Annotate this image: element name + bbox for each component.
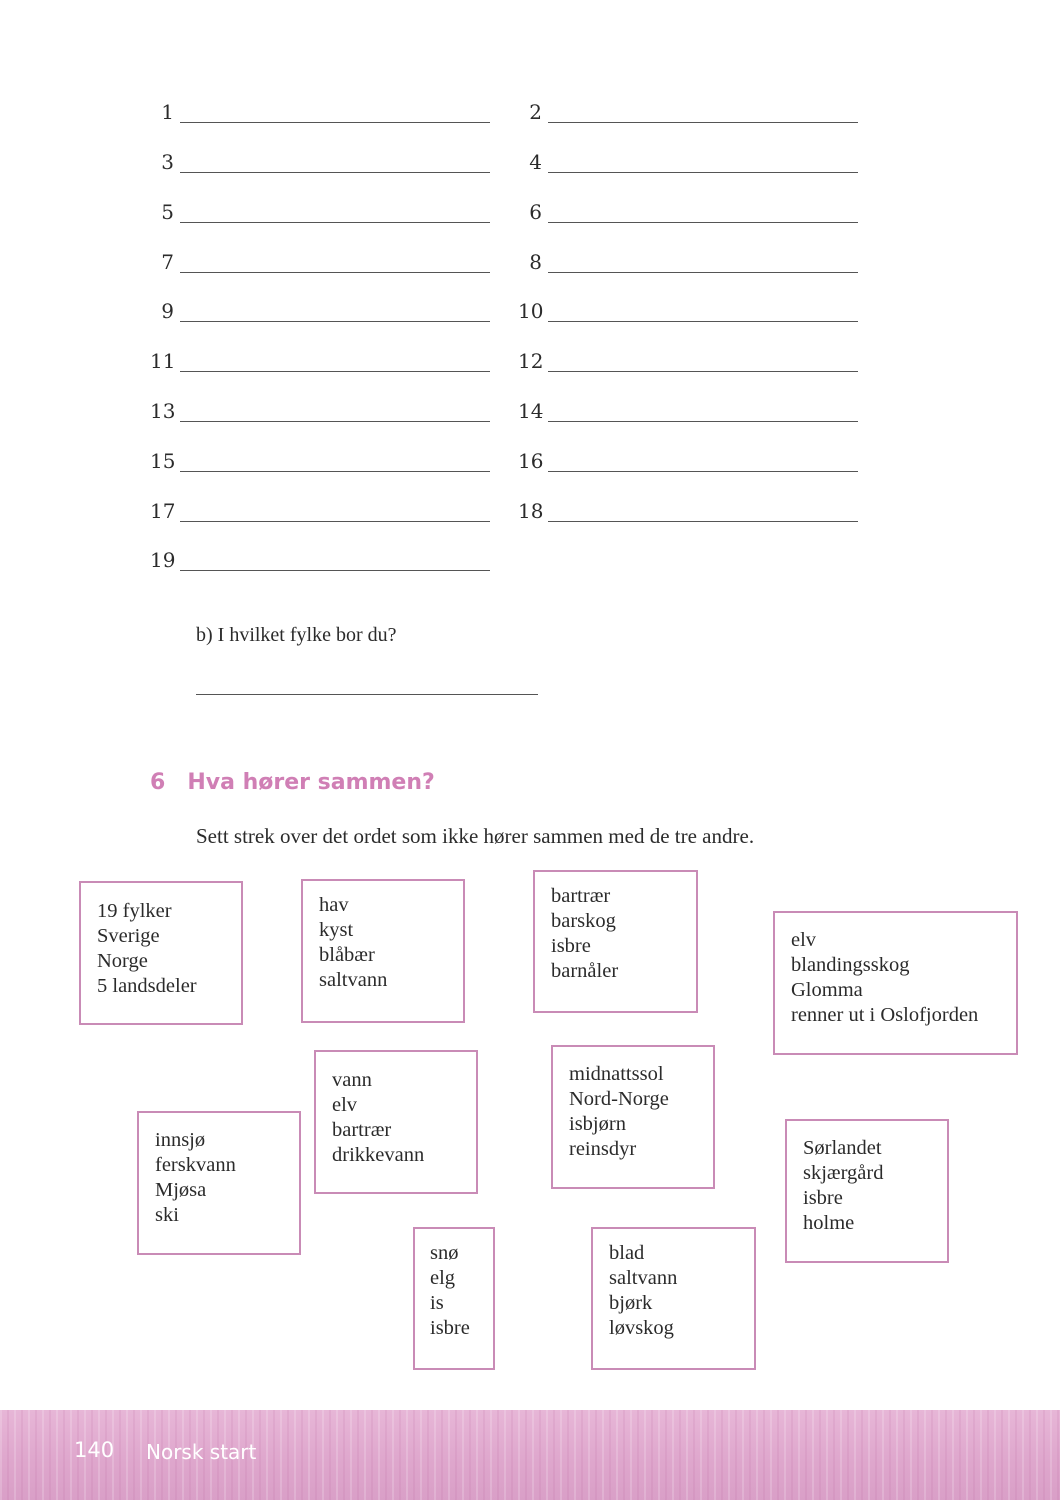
word[interactable]: bartrær — [551, 885, 611, 907]
word[interactable]: Sverige — [97, 925, 160, 947]
instruction: Sett strek over det ordet som ikke hører sammen med de tre andre. — [196, 824, 755, 848]
word[interactable]: innsjø — [155, 1129, 206, 1151]
answer-line-1[interactable] — [150, 101, 490, 123]
word[interactable]: barskog — [551, 910, 616, 932]
line-number: 5 — [161, 200, 174, 224]
word[interactable]: 19 fylker — [97, 900, 172, 922]
word[interactable]: Glomma — [791, 979, 863, 1001]
answer-line-11[interactable] — [150, 350, 490, 372]
write-line[interactable] — [548, 503, 858, 522]
section-number: 6 — [150, 770, 166, 795]
word[interactable]: isbjørn — [569, 1113, 626, 1135]
line-number: 19 — [150, 548, 176, 572]
line-number: 16 — [518, 449, 544, 473]
line-number: 13 — [150, 399, 176, 423]
word[interactable]: elv — [332, 1094, 358, 1116]
line-number: 8 — [529, 250, 542, 274]
write-line[interactable] — [548, 453, 858, 472]
section-heading — [150, 770, 435, 795]
question-b-answer-line[interactable] — [196, 694, 538, 695]
footer-band — [0, 1410, 1060, 1500]
page-number: 140 — [74, 1438, 115, 1462]
word[interactable]: Sørlandet — [803, 1137, 882, 1159]
write-line[interactable] — [180, 403, 490, 422]
word[interactable]: midnattssol — [569, 1063, 664, 1085]
answer-line-18[interactable] — [518, 500, 858, 522]
word-box-8 — [785, 1119, 949, 1263]
word[interactable]: vann — [332, 1069, 372, 1091]
section-title: Hva hører sammen? — [187, 770, 435, 795]
word[interactable]: is — [430, 1292, 444, 1314]
line-number: 15 — [150, 449, 176, 473]
word-box-3 — [533, 870, 698, 1013]
word[interactable]: blandingsskog — [791, 954, 910, 976]
word[interactable]: skjærgård — [803, 1162, 884, 1184]
line-number: 3 — [161, 150, 174, 174]
answer-line-14[interactable] — [518, 400, 858, 422]
write-line[interactable] — [180, 353, 490, 372]
write-line[interactable] — [180, 552, 490, 571]
word[interactable]: elv — [791, 929, 817, 951]
answer-line-9[interactable] — [150, 300, 490, 322]
write-line[interactable] — [180, 503, 490, 522]
word[interactable]: isbre — [551, 935, 591, 957]
word-box-10 — [591, 1227, 756, 1370]
word-box-5 — [314, 1050, 478, 1194]
answer-line-13[interactable] — [150, 400, 490, 422]
book-title: Norsk start — [146, 1440, 257, 1464]
write-line[interactable] — [548, 403, 858, 422]
word[interactable]: 5 landsdeler — [97, 975, 197, 997]
answer-line-15[interactable] — [150, 450, 490, 472]
word[interactable]: snø — [430, 1242, 459, 1264]
answer-line-4[interactable] — [518, 151, 858, 173]
word[interactable]: hav — [319, 894, 349, 916]
answer-line-2[interactable] — [518, 101, 858, 123]
write-line[interactable] — [180, 104, 490, 123]
answer-line-17[interactable] — [150, 500, 490, 522]
write-line[interactable] — [548, 154, 858, 173]
word[interactable]: blåbær — [319, 944, 375, 966]
answer-line-19[interactable] — [150, 549, 490, 571]
line-number: 6 — [529, 200, 542, 224]
line-number: 17 — [150, 499, 176, 523]
word-box-1 — [79, 881, 243, 1025]
word[interactable]: drikkevann — [332, 1144, 425, 1166]
word[interactable]: holme — [803, 1212, 855, 1234]
word[interactable]: bartrær — [332, 1119, 392, 1141]
word-box-9 — [413, 1227, 495, 1370]
word[interactable]: Norge — [97, 950, 148, 972]
word-box-6 — [551, 1045, 715, 1189]
line-number: 1 — [161, 100, 174, 124]
word[interactable]: reinsdyr — [569, 1138, 637, 1160]
answer-line-8[interactable] — [518, 251, 858, 273]
write-line[interactable] — [180, 303, 490, 322]
write-line[interactable] — [180, 204, 490, 223]
write-line[interactable] — [548, 254, 858, 273]
word[interactable]: renner ut i Oslofjorden — [791, 1004, 979, 1026]
answer-line-10[interactable] — [518, 300, 858, 322]
word-box-2 — [301, 879, 465, 1023]
answer-line-3[interactable] — [150, 151, 490, 173]
line-number: 11 — [150, 349, 176, 373]
line-number: 12 — [518, 349, 544, 373]
word[interactable]: isbre — [430, 1317, 470, 1339]
word-box-7 — [137, 1111, 301, 1255]
word-box-4 — [773, 911, 1018, 1055]
word[interactable]: Mjøsa — [155, 1179, 207, 1201]
question-b: b) I hvilket fylke bor du? — [196, 624, 397, 646]
line-number: 4 — [529, 150, 542, 174]
word[interactable]: løvskog — [609, 1317, 674, 1339]
line-number: 14 — [518, 399, 544, 423]
word[interactable]: isbre — [803, 1187, 843, 1209]
write-line[interactable] — [180, 254, 490, 273]
line-number: 10 — [518, 299, 544, 323]
answer-line-12[interactable] — [518, 350, 858, 372]
word[interactable]: ferskvann — [155, 1154, 236, 1176]
word[interactable]: bjørk — [609, 1292, 653, 1314]
word[interactable]: blad — [609, 1242, 645, 1264]
write-line[interactable] — [548, 204, 858, 223]
answer-line-5[interactable] — [150, 201, 490, 223]
word[interactable]: saltvann — [609, 1267, 678, 1289]
answer-line-6[interactable] — [518, 201, 858, 223]
write-line[interactable] — [548, 303, 858, 322]
line-number: 9 — [161, 299, 174, 323]
word[interactable]: barnåler — [551, 960, 619, 982]
word[interactable]: elg — [430, 1267, 456, 1289]
write-line[interactable] — [180, 453, 490, 472]
word[interactable]: kyst — [319, 919, 354, 941]
write-line[interactable] — [548, 104, 858, 123]
word[interactable]: ski — [155, 1204, 179, 1226]
line-number: 2 — [529, 100, 542, 124]
answer-line-16[interactable] — [518, 450, 858, 472]
word[interactable]: saltvann — [319, 969, 388, 991]
line-number: 7 — [161, 250, 174, 274]
line-number: 18 — [518, 499, 544, 523]
write-line[interactable] — [548, 353, 858, 372]
answer-line-7[interactable] — [150, 251, 490, 273]
write-line[interactable] — [180, 154, 490, 173]
word[interactable]: Nord-Norge — [569, 1088, 669, 1110]
